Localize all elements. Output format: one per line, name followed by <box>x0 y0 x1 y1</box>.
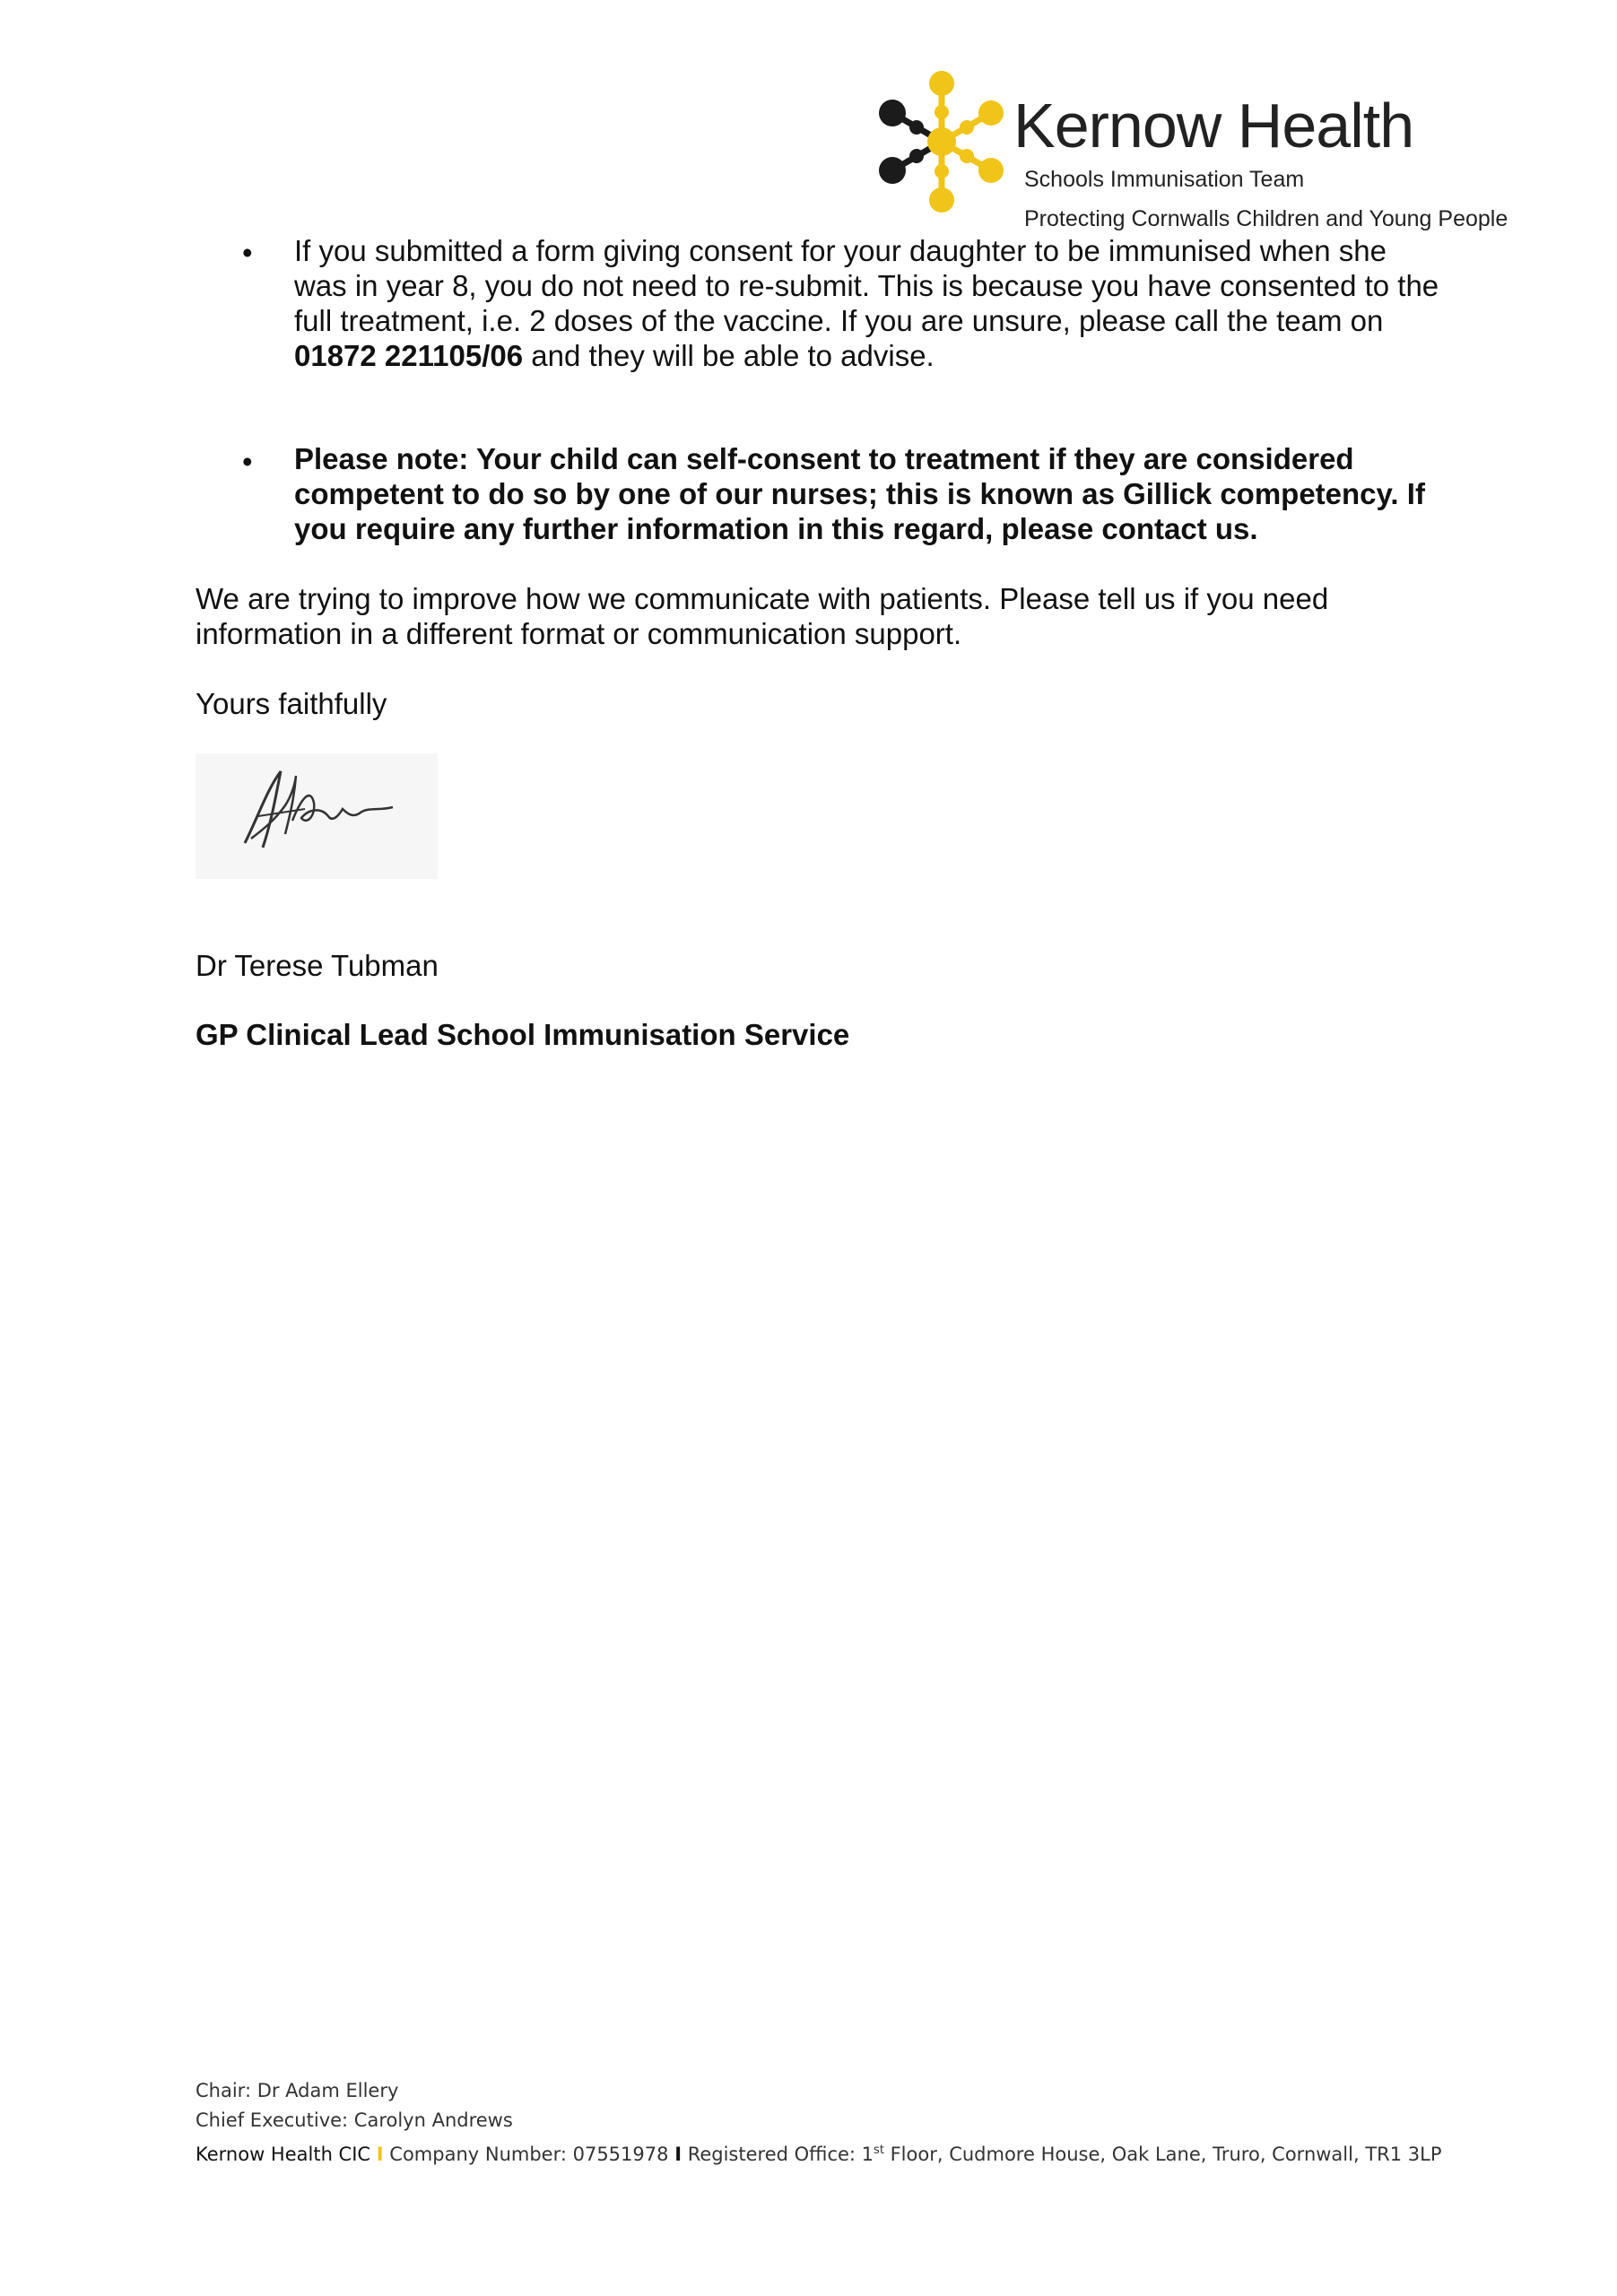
handwritten-signature <box>196 753 438 879</box>
bullet-marker: • <box>242 445 253 478</box>
bullet-gillick-note: Please note: Your child can self-consent to treatment if they are considered competent to do so by one of our nurses; this is known as Gillick competency. If you require any further information in this regard, please contact us. <box>294 442 1425 545</box>
network-logo-icon <box>874 70 1009 213</box>
bullet-consent-resubmit <box>294 233 1442 373</box>
footer-separator: I <box>376 2144 384 2165</box>
bullet-marker: • <box>242 236 253 269</box>
footer-office-prefix: Registered Office: 1 <box>687 2144 874 2165</box>
footer <box>196 2076 1442 2170</box>
logo-tagline: Protecting Cornwalls Children and Young People <box>1024 206 1508 231</box>
logo-title: Kernow Health <box>1013 91 1414 161</box>
kernow-health-logo <box>874 70 1538 249</box>
footer-office-suffix: Floor, Cudmore House, Oak Lane, Truro, Cornwall, TR1 3LP <box>883 2144 1442 2165</box>
footer-office-superscript: st <box>874 2144 884 2157</box>
closing-salutation: Yours faithfully <box>196 687 387 720</box>
signer-title: GP Clinical Lead School Immunisation Service <box>196 1018 850 1051</box>
phone-number: 01872 221105/06 <box>294 339 524 372</box>
signer-name: Dr Terese Tubman <box>196 949 439 982</box>
bullet-text-end: and they will be able to advise. <box>523 339 935 372</box>
footer-ceo: Chief Executive: Carolyn Andrews <box>196 2109 513 2131</box>
footer-company-number: Company Number: 07551978 <box>389 2144 669 2165</box>
footer-org: Kernow Health CIC <box>196 2144 371 2165</box>
footer-chair: Chair: Dr Adam Ellery <box>196 2080 399 2101</box>
footer-company-line <box>196 2135 1442 2170</box>
logo-subtitle: Schools Immunisation Team <box>1024 167 1305 192</box>
communication-paragraph: We are trying to improve how we communicate with patients. Please tell us if you need information in a different format or communication support. <box>196 582 1329 650</box>
footer-separator: I <box>674 2144 682 2165</box>
bullet-text: If you submitted a form giving consent for your daughter to be immunised when she was in year 8, you do not need to re-submit. This is because you have consented to the full treatment, i.e. 2 doses of the vaccine. If you are unsure, please call the team on <box>294 234 1439 337</box>
